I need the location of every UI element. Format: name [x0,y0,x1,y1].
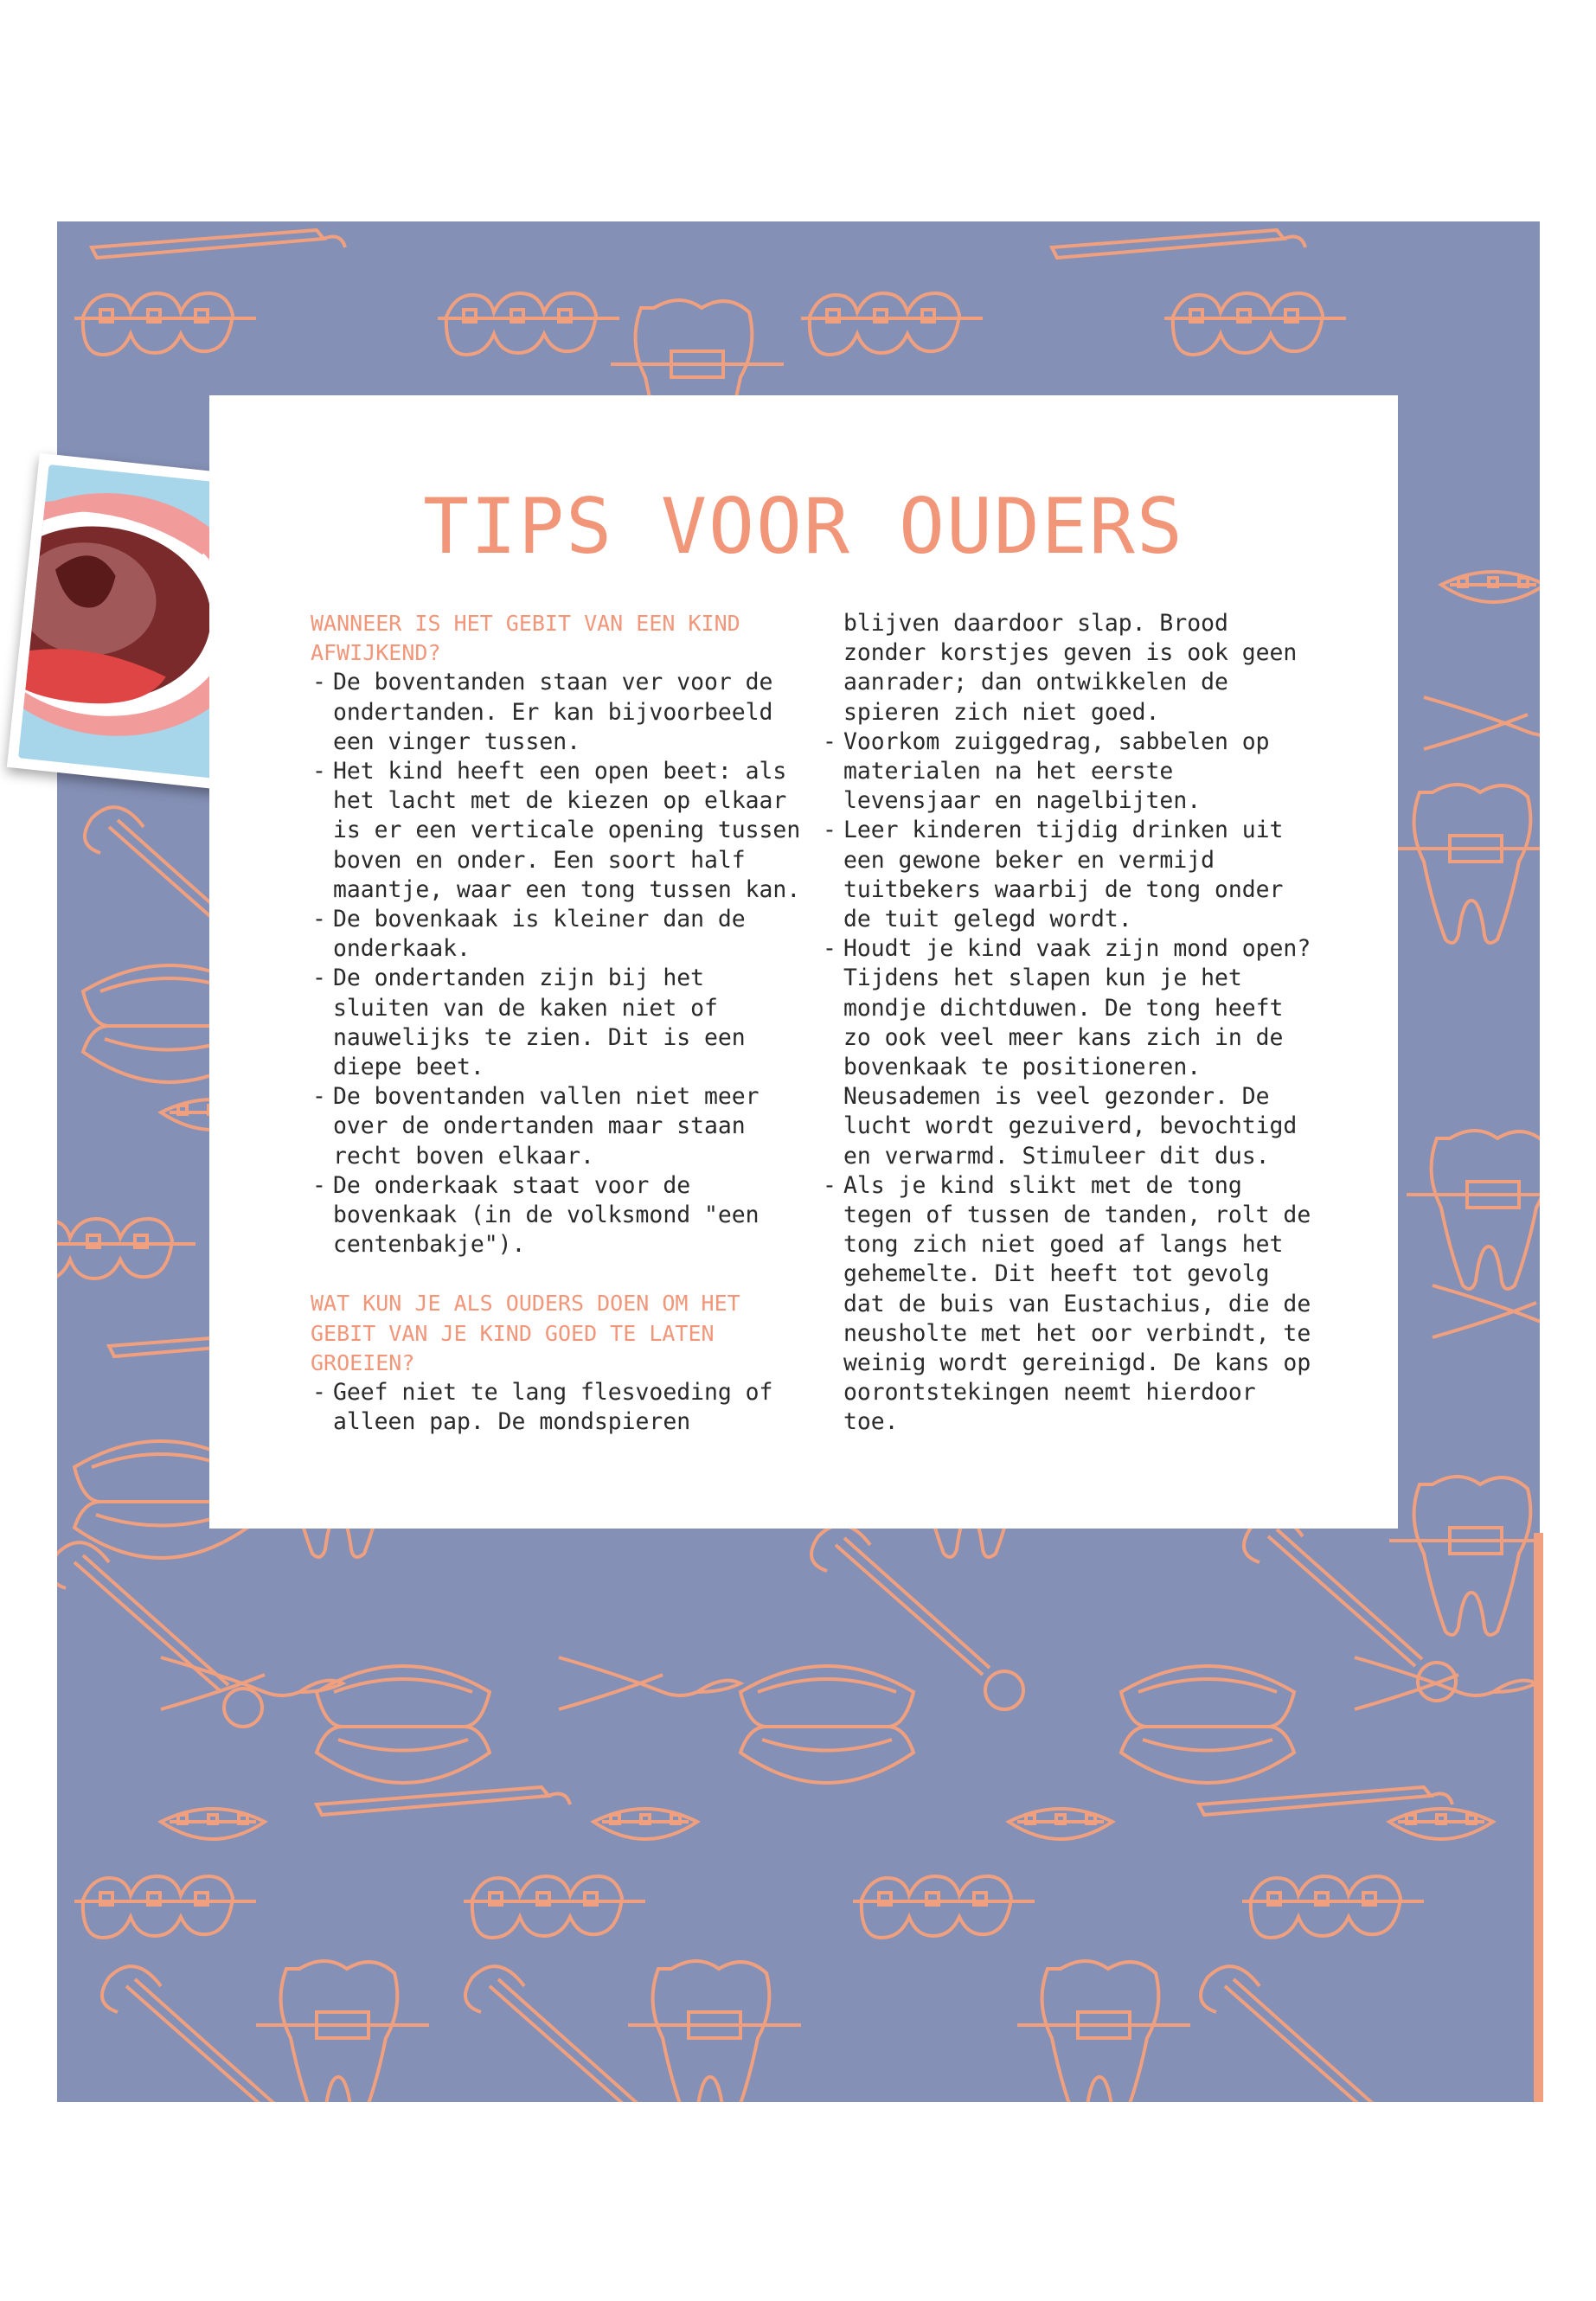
right-column [821,609,1314,1438]
section-heading-abnormal-teeth: WANNEER IS HET GEBIT VAN EEN KIND AFWIJKEND? [311,611,740,666]
section-heading-parent-tips: WAT KUN JE ALS OUDERS DOEN OM HET GEBIT VAN JE KIND GOED TE LATEN GROEIEN? [311,1291,740,1375]
parent-tips-list-part2 [821,727,1314,1438]
list-item: - De bovenkaak is kleiner dan de onderkaak. [311,905,804,964]
page-title: TIPS VOOR OUDERS [423,482,1184,571]
tips-card [209,395,1398,1529]
list-item: - Houdt je kind vaak zijn mond open? Tijdens het slapen kun je het mondje dichtduwen. De tong heeft zo ook veel meer kans zich in de bovenkaak te positioneren. Neusademen is veel gezonder. De lucht wordt gezuiverd, bevochtigd en verwarmd. Stimuleer dit dus. [821,934,1314,1171]
abnormal-teeth-list [311,668,804,1259]
list-item-continuation: blijven daardoor slap. Brood zonder korstjes geven is ook geen aanrader; dan ontwikkelen de spieren zich niet goed. [843,610,1298,726]
list-item: - Als je kind slikt met de tong tegen of tussen de tanden, rolt de tong zich niet goed af langs het gehemelte. Dit heeft tot gevolg dat de buis van Eustachius, die de neusholte met het oor verbindt, te weinig wordt gereinigd. De kans op oorontstekingen neemt hierdoor toe. [821,1171,1314,1438]
list-item: - Voorkom zuiggedrag, sabbelen op materialen na het eerste levensjaar en nagelbijten. [821,727,1314,817]
parent-tips-list-part1 [311,1378,804,1437]
list-item: - Geef niet te lang flesvoeding of alleen pap. De mondspieren [311,1378,804,1437]
list-item: - De boventanden vallen niet meer over de ondertanden maar staan recht boven elkaar. [311,1082,804,1171]
accent-bar [1534,1533,1543,2102]
list-item: - De boventanden staan ver voor de ondertanden. Er kan bijvoorbeeld een vinger tussen. [311,668,804,757]
left-column [311,609,804,1437]
list-item: - De onderkaak staat voor de bovenkaak (in de volksmond "een centenbakje"). [311,1171,804,1260]
list-item: - Het kind heeft een open beet: als het lacht met de kiezen op elkaar is er een verticale opening tussen boven en onder. Een soort half maantje, waar een tong tussen kan. [311,757,804,905]
list-item: - De ondertanden zijn bij het sluiten van de kaken niet of nauwelijks te zien. Dit is een diepe beet. [311,964,804,1082]
list-item: - Leer kinderen tijdig drinken uit een gewone beker en vermijd tuitbekers waarbij de tong onder de tuit gelegd wordt. [821,816,1314,934]
